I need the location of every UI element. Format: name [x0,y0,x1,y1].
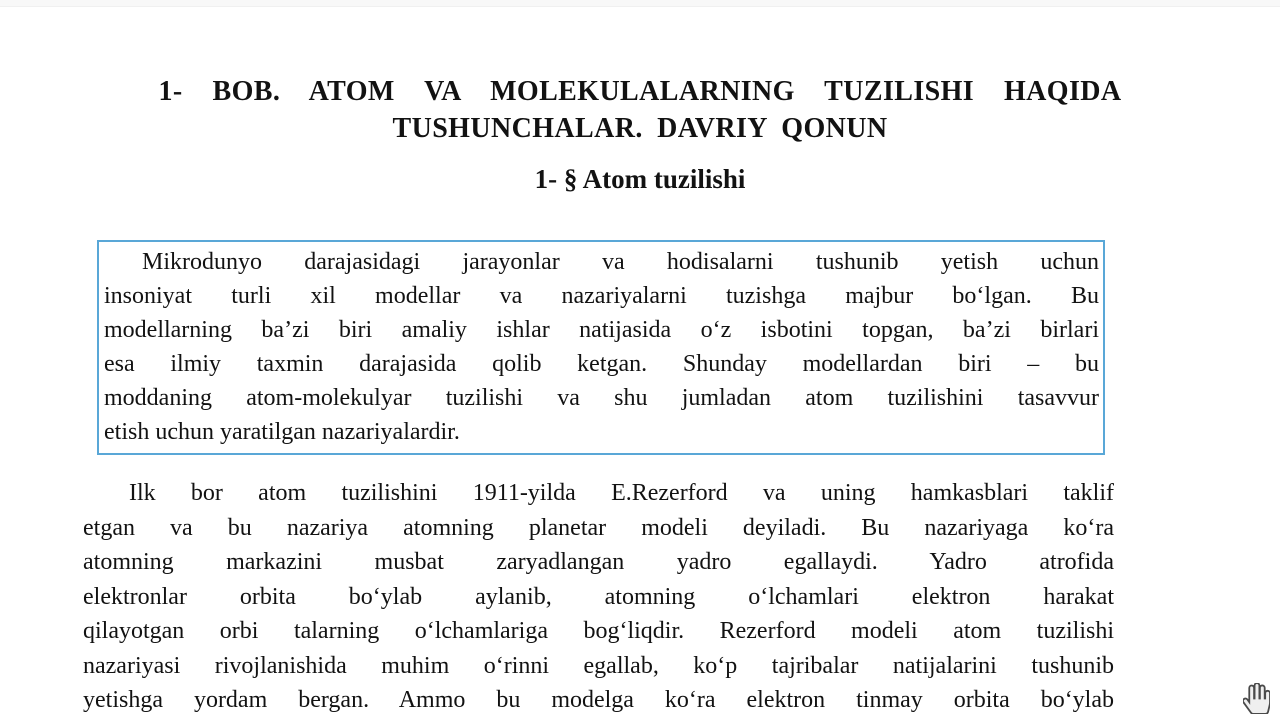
highlight-box-line: insoniyat turli xil modellar va nazariyalarni tuzishga majbur boʻlgan. Bu [104,283,1099,309]
body-paragraph-line: atomning markazini musbat zaryadlangan yadro egallaydi. Yadro atrofida [83,549,1114,575]
body-paragraph-line: qilayotgan orbi talarning oʻlchamlariga bogʻliqdir. Rezerford modeli atom tuzilishi [83,618,1114,644]
grab-hand-cursor-icon [1243,683,1270,714]
chapter-title-line-1: 1- BOB. ATOM VA MOLEKULALARNING TUZILISHI HAQIDA [158,76,1122,107]
highlight-box [97,240,1105,455]
highlight-box-line: Mikrodunyo darajasidagi jarayonlar va hodisalarni tushunib yetish uchun [142,249,1099,275]
body-paragraph-line: elektronlar orbita boʻylab aylanib, atomning oʻlchamlari elektron harakat [83,583,1114,610]
body-paragraph-line: Ilk bor atom tuzilishini 1911-yilda E.Rezerford va uning hamkasblari taklif [129,480,1114,506]
section-title: 1- § Atom tuzilishi [534,164,746,194]
body-paragraph [83,476,1114,718]
highlight-box-line: esa ilmiy taxmin darajasida qolib ketgan. Shunday modellardan biri – bu [104,351,1099,377]
chapter-title-line-2: TUSHUNCHALAR. DAVRIY QONUN [392,113,888,144]
highlight-box-line: modellarning baʼzi biri amaliy ishlar natijasida oʻz isbotini topgan, baʼzi birlari [104,317,1099,343]
chapter-title [0,76,1280,108]
highlight-box-line: etish uchun yaratilgan nazariyalardir. [104,419,460,445]
top-edge-strip [0,0,1280,7]
body-paragraph-line: yetishga yordam bergan. Ammo bu modelga koʻra elektron tinmay orbita boʻylab [83,687,1114,713]
body-paragraph-line: etgan va bu nazariya atomning planetar modeli deyiladi. Bu nazariyaga koʻra [83,514,1114,541]
body-paragraph-line: nazariyasi rivojlanishida muhim oʻrinni egallab, koʻp tajribalar natijalarini tushunib [83,652,1114,679]
highlight-box-line: moddaning atom-molekulyar tuzilishi va shu jumladan atom tuzilishini tasavvur [104,385,1099,411]
